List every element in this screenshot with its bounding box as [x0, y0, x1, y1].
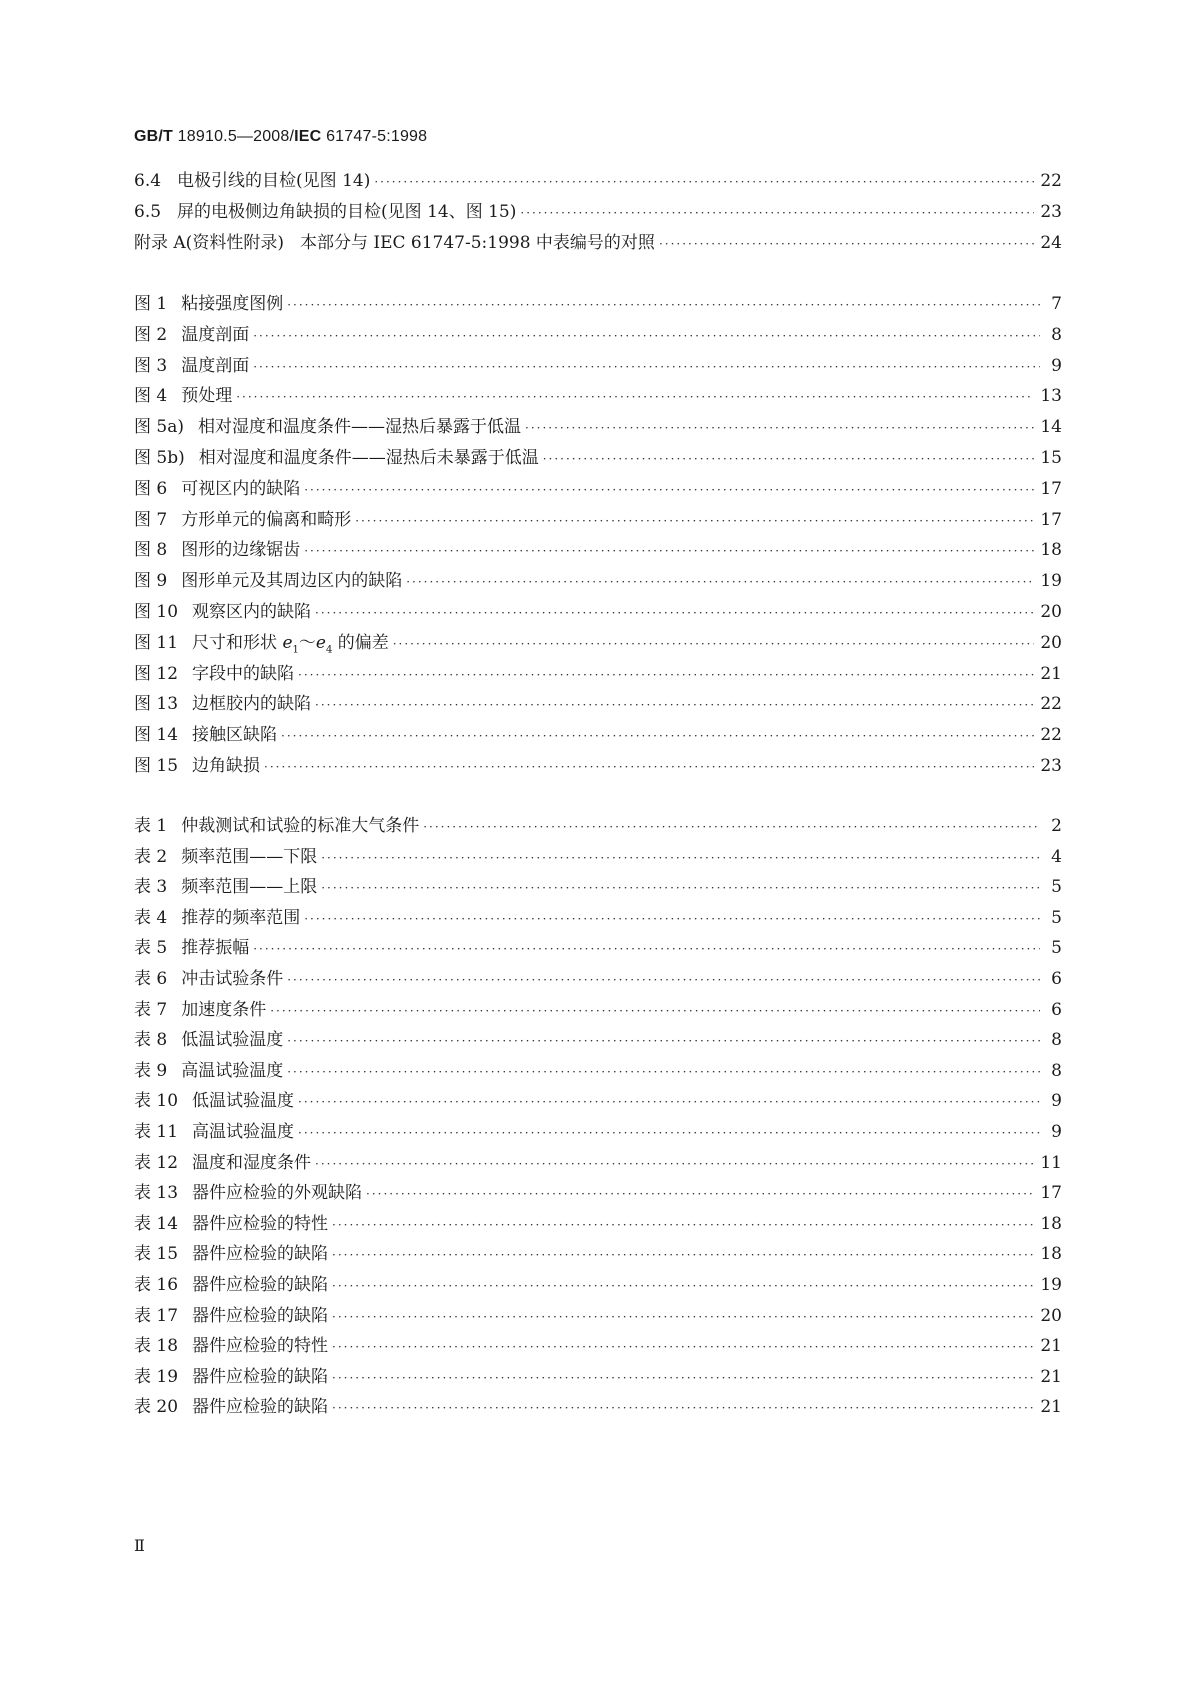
toc-entry-title: 高温试验温度	[192, 1121, 295, 1142]
toc-entry[interactable]	[134, 1331, 1062, 1362]
toc-entry-title: 推荐振幅	[181, 938, 250, 959]
toc-entry-title: 接触区缺陷	[192, 725, 278, 746]
leader-dots	[315, 698, 1034, 712]
toc-entry-page: 5	[1051, 938, 1062, 959]
toc-entry[interactable]	[134, 903, 1062, 934]
leader-dots	[304, 544, 1034, 558]
toc-entry-title: 粘接强度图例	[181, 294, 284, 314]
toc-entry-page: 21	[1040, 663, 1062, 684]
toc-entry-page: 20	[1040, 632, 1062, 653]
leader-dots	[287, 1034, 1040, 1048]
toc-entry-label: 图 1	[134, 294, 168, 314]
toc-entry-label: 图 9	[134, 571, 168, 592]
leader-dots	[332, 1401, 1034, 1415]
toc-entry-page: 8	[1051, 324, 1062, 345]
toc-entry-page: 9	[1051, 355, 1062, 376]
toc-entry-title	[192, 628, 389, 655]
toc-entry-label: 表 7	[134, 999, 168, 1020]
toc-entry-title: 图形的边缘锯齿	[181, 540, 301, 561]
toc-entry-label: 表 18	[134, 1336, 179, 1357]
toc-entry-page: 18	[1040, 1213, 1062, 1234]
toc-entry[interactable]	[134, 1025, 1062, 1056]
leader-dots	[253, 360, 1040, 374]
toc-entry[interactable]	[134, 659, 1062, 690]
toc-entry-page: 17	[1040, 1183, 1062, 1204]
toc-entry-label: 表 3	[134, 877, 168, 898]
toc-entry-label: 表 6	[134, 968, 168, 989]
toc-entry[interactable]	[134, 1148, 1062, 1179]
toc-entry-title: 本部分与 IEC 61747-5:1998 中表编号的对照	[299, 233, 655, 253]
toc-entry-title: 边角缺损	[192, 755, 261, 776]
leader-dots	[393, 637, 1035, 651]
toc-entry-title: 器件应检验的缺陷	[192, 1305, 329, 1326]
toc-entry-title: 电极引线的目检(见图 14)	[177, 171, 371, 191]
leader-dots	[321, 851, 1040, 865]
toc-entry-label: 表 13	[134, 1183, 179, 1204]
toc-entry-title: 频率范围——下限	[181, 846, 318, 867]
leader-dots	[264, 760, 1034, 774]
leader-dots	[253, 942, 1040, 956]
title-text-post: 的偏差	[332, 632, 389, 653]
toc-entry-page: 17	[1040, 509, 1062, 530]
leader-dots	[525, 421, 1034, 435]
toc-entry[interactable]	[134, 964, 1062, 995]
toc-entry-title: 低温试验温度	[192, 1091, 295, 1112]
math-subscript: 1	[292, 644, 299, 656]
leader-dots	[543, 452, 1035, 466]
toc-entry[interactable]	[134, 689, 1062, 720]
leader-dots	[332, 1218, 1034, 1232]
leader-dots	[315, 1157, 1034, 1171]
toc-entry-label: 附录 A(资料性附录)	[134, 233, 284, 253]
toc-entry-title: 器件应检验的缺陷	[192, 1366, 329, 1387]
toc-entry-page: 13	[1040, 386, 1062, 407]
leader-dots	[304, 912, 1040, 926]
toc-entry[interactable]	[134, 1209, 1062, 1240]
toc-entry-page: 22	[1040, 694, 1062, 715]
header-code-part4: 61747-5:1998	[321, 128, 428, 145]
toc-entry-label: 6.4	[134, 171, 162, 191]
toc-entry[interactable]	[134, 872, 1062, 903]
toc-entry-label: 表 19	[134, 1366, 179, 1387]
toc-entry-page: 9	[1051, 1121, 1062, 1142]
toc-entry[interactable]	[134, 995, 1062, 1026]
leader-dots	[332, 1279, 1034, 1293]
leader-dots	[270, 1004, 1040, 1018]
leader-dots	[321, 881, 1040, 895]
toc-entry-title: 器件应检验的外观缺陷	[192, 1183, 363, 1204]
toc-entry-label: 图 12	[134, 663, 179, 684]
toc-entry-page: 8	[1051, 1030, 1062, 1051]
toc-entry[interactable]	[134, 166, 1062, 197]
toc-entry-label: 图 13	[134, 694, 179, 715]
toc-entry-title: 相对湿度和温度条件——湿热后未暴露于低温	[198, 447, 539, 468]
toc-entry[interactable]	[134, 597, 1062, 628]
leader-dots	[287, 1065, 1040, 1079]
toc-entry-title: 可视区内的缺陷	[181, 478, 301, 499]
page-number: Ⅱ	[134, 1536, 145, 1555]
math-variable: e	[315, 632, 326, 653]
leader-dots	[355, 514, 1034, 528]
toc-entry[interactable]	[134, 1178, 1062, 1209]
toc-entry-label: 表 8	[134, 1030, 168, 1051]
toc-entry-label: 表 10	[134, 1091, 179, 1112]
toc-entry[interactable]	[134, 751, 1062, 782]
toc-entry[interactable]	[134, 381, 1062, 412]
toc-entry[interactable]	[134, 933, 1062, 964]
toc-entry-title: 器件应检验的缺陷	[192, 1274, 329, 1295]
toc-entry-title: 温度剖面	[181, 324, 250, 345]
standard-code-header	[134, 128, 427, 146]
leader-dots	[236, 390, 1034, 404]
toc-entry[interactable]	[134, 1392, 1062, 1423]
toc-entry[interactable]	[134, 351, 1062, 382]
leader-dots	[332, 1248, 1034, 1262]
toc-entry-page: 6	[1051, 968, 1062, 989]
leader-dots	[659, 237, 1034, 251]
toc-figures	[134, 289, 1062, 782]
leader-dots	[374, 175, 1034, 189]
toc-clauses	[134, 166, 1062, 259]
toc-entry-page: 11	[1040, 1152, 1062, 1173]
toc-entry-page: 2	[1051, 816, 1062, 836]
toc-entry-label: 表 17	[134, 1305, 179, 1326]
leader-dots	[287, 298, 1040, 312]
toc-entry-title: 相对湿度和温度条件——湿热后暴露于低温	[198, 417, 521, 438]
toc-entry-label: 图 15	[134, 755, 179, 776]
toc-entry-title: 器件应检验的特性	[192, 1213, 329, 1234]
toc-entry-label: 表 4	[134, 907, 168, 928]
toc-entry-page: 18	[1040, 540, 1062, 561]
toc-entry-page: 19	[1040, 1274, 1062, 1295]
leader-dots	[315, 606, 1034, 620]
toc-entry-page: 14	[1040, 417, 1062, 438]
toc-entry-label: 图 4	[134, 386, 168, 407]
toc-entry-label: 表 12	[134, 1152, 179, 1173]
toc-entry-page: 21	[1040, 1366, 1062, 1387]
toc-entry-title: 边框胶内的缺陷	[192, 694, 312, 715]
toc-entry-label: 6.5	[134, 202, 162, 222]
toc-entry-label: 表 9	[134, 1060, 168, 1081]
toc-entry-label: 图 10	[134, 601, 179, 622]
leader-dots	[298, 1095, 1040, 1109]
header-code-part3: IEC	[294, 128, 322, 145]
toc-entry[interactable]	[134, 1362, 1062, 1393]
leader-dots	[298, 1126, 1040, 1140]
toc-entry[interactable]	[134, 566, 1062, 597]
toc-entry-page: 7	[1051, 294, 1062, 314]
toc-entry-page: 24	[1040, 233, 1062, 253]
leader-dots	[366, 1187, 1034, 1201]
toc-entry-title: 仲裁测试和试验的标准大气条件	[181, 816, 420, 836]
toc-entry-label: 表 20	[134, 1397, 179, 1418]
toc-entry-page: 23	[1040, 755, 1062, 776]
header-code-part2: 18910.5—2008/	[173, 128, 295, 145]
toc-entry-label: 图 7	[134, 509, 168, 530]
toc-entry-label: 图 8	[134, 540, 168, 561]
toc-entry[interactable]	[134, 412, 1062, 443]
toc-entry-page: 17	[1040, 478, 1062, 499]
toc-entry-title: 温度剖面	[181, 355, 250, 376]
toc-entry[interactable]	[134, 842, 1062, 873]
toc-entry-title: 推荐的频率范围	[181, 907, 301, 928]
toc-entry-title: 字段中的缺陷	[192, 663, 295, 684]
toc-entry-title: 观察区内的缺陷	[192, 601, 312, 622]
toc-entry-title: 加速度条件	[181, 999, 267, 1020]
toc-entry-page: 21	[1040, 1336, 1062, 1357]
toc-entry[interactable]	[134, 443, 1062, 474]
leader-dots	[520, 206, 1034, 220]
toc-entry-label: 图 6	[134, 478, 168, 499]
toc-entry-title: 器件应检验的缺陷	[192, 1397, 329, 1418]
toc-entry-label: 图 14	[134, 725, 179, 746]
toc-entry-page: 4	[1051, 846, 1062, 867]
leader-dots	[332, 1340, 1034, 1354]
toc-entry[interactable]	[134, 628, 1062, 659]
leader-dots	[304, 483, 1034, 497]
toc-entry-title: 器件应检验的缺陷	[192, 1244, 329, 1265]
toc-entry-page: 5	[1051, 907, 1062, 928]
math-variable: e	[282, 632, 293, 653]
toc-entry-page: 6	[1051, 999, 1062, 1020]
toc-entry-label: 图 5a)	[134, 417, 184, 438]
toc-entry-label: 表 14	[134, 1213, 179, 1234]
toc-entry-label: 图 3	[134, 355, 168, 376]
toc-entry[interactable]	[134, 1056, 1062, 1087]
toc-entry-page: 21	[1040, 1397, 1062, 1418]
toc-entry-page: 9	[1051, 1091, 1062, 1112]
toc-entry-title: 低温试验温度	[181, 1030, 284, 1051]
toc-entry-page: 8	[1051, 1060, 1062, 1081]
toc-entry[interactable]	[134, 320, 1062, 351]
leader-dots	[332, 1310, 1034, 1324]
toc-entry[interactable]	[134, 1270, 1062, 1301]
toc-entry[interactable]	[134, 1301, 1062, 1332]
toc-entry[interactable]	[134, 1086, 1062, 1117]
toc-entry[interactable]	[134, 1239, 1062, 1270]
toc-entry-title: 方形单元的偏离和畸形	[181, 509, 352, 530]
toc-entry-page: 20	[1040, 1305, 1062, 1326]
toc-entry[interactable]	[134, 1117, 1062, 1148]
toc-entry-page: 19	[1040, 571, 1062, 592]
toc-entry-title: 图形单元及其周边区内的缺陷	[181, 571, 403, 592]
toc-entry-title: 预处理	[181, 386, 233, 407]
toc-entry-label: 表 15	[134, 1244, 179, 1265]
toc-entry-page: 22	[1040, 725, 1062, 746]
toc-entry[interactable]	[134, 474, 1062, 505]
toc-entry-label: 表 5	[134, 938, 168, 959]
toc-entry-label: 表 11	[134, 1121, 179, 1142]
toc-entry[interactable]	[134, 720, 1062, 751]
toc-entry[interactable]	[134, 535, 1062, 566]
toc-entry-page: 20	[1040, 601, 1062, 622]
toc-tables	[134, 811, 1062, 1423]
toc-entry-title: 屏的电极侧边角缺损的目检(见图 14、图 15)	[177, 202, 517, 222]
toc-entry-label: 图 11	[134, 632, 179, 653]
leader-dots	[406, 575, 1034, 589]
toc-entry-title: 温度和湿度条件	[192, 1152, 312, 1173]
leader-dots	[281, 729, 1034, 743]
toc-entry-label: 表 1	[134, 816, 168, 836]
toc-entry[interactable]	[134, 505, 1062, 536]
toc-entry-title: 器件应检验的特性	[192, 1336, 329, 1357]
toc-entry-label: 表 2	[134, 846, 168, 867]
math-subscript: 4	[325, 644, 333, 656]
header-code-part1: GB/T	[134, 128, 174, 145]
toc-entry-title: 冲击试验条件	[181, 968, 284, 989]
toc-entry-page: 5	[1051, 877, 1062, 898]
math-tilde: ～	[298, 632, 316, 653]
leader-dots	[253, 329, 1040, 343]
toc-entry-page: 18	[1040, 1244, 1062, 1265]
toc-entry-title: 高温试验温度	[181, 1060, 284, 1081]
toc-entry[interactable]	[134, 289, 1062, 320]
leader-dots	[423, 820, 1040, 834]
leader-dots	[298, 668, 1034, 682]
toc-entry[interactable]	[134, 811, 1062, 842]
toc-entry[interactable]	[134, 228, 1062, 259]
toc-entry-page: 22	[1040, 171, 1062, 191]
toc-entry-label: 图 5b)	[134, 447, 185, 468]
toc-entry[interactable]	[134, 197, 1062, 228]
leader-dots	[332, 1371, 1034, 1385]
leader-dots	[287, 973, 1040, 987]
toc-entry-label: 图 2	[134, 324, 168, 345]
toc-entry-label: 表 16	[134, 1274, 179, 1295]
toc-entry-title: 频率范围——上限	[181, 877, 318, 898]
title-text-pre: 尺寸和形状	[192, 632, 283, 653]
toc-entry-page: 15	[1040, 447, 1062, 468]
toc-entry-page: 23	[1040, 202, 1062, 222]
